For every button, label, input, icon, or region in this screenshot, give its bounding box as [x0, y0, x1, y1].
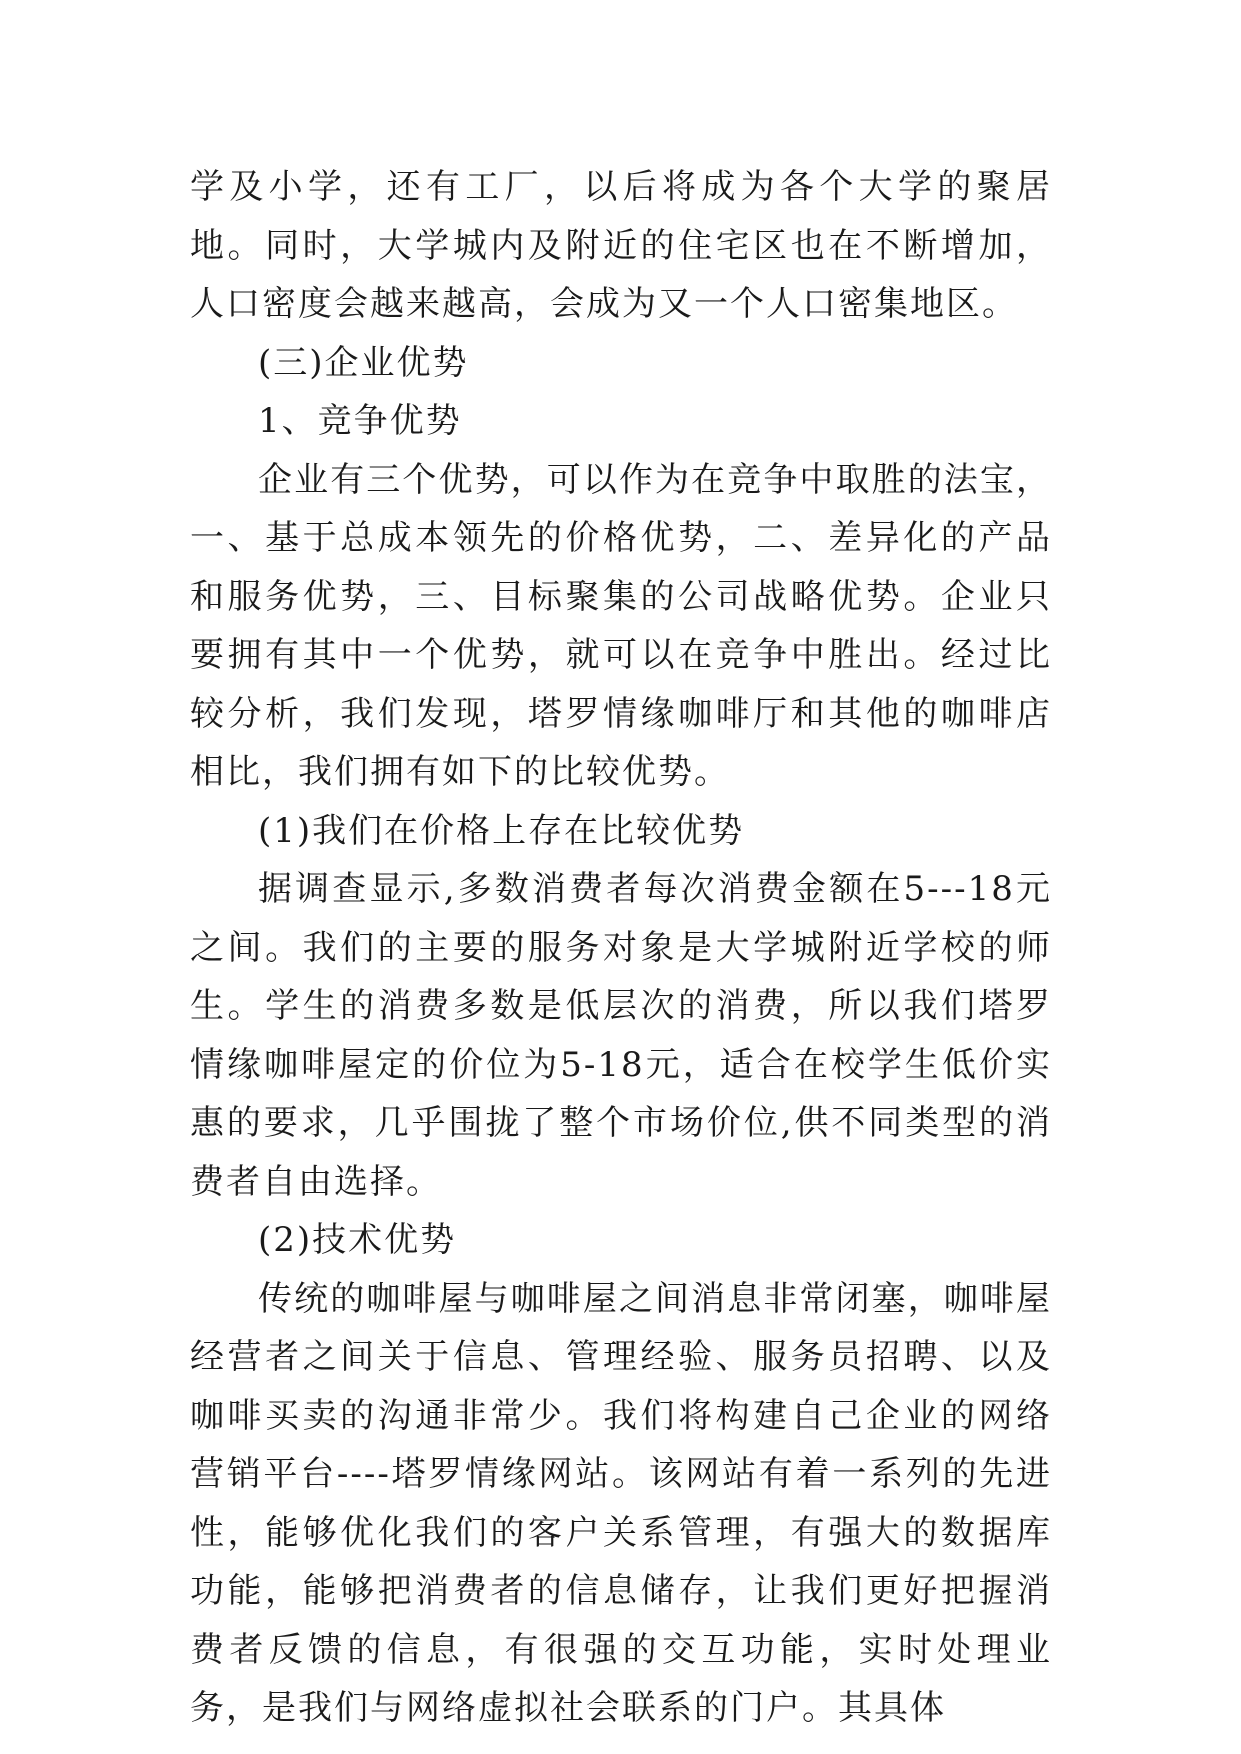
paragraph-technology-advantage: 传统的咖啡屋与咖啡屋之间消息非常闭塞，咖啡屋经营者之间关于信息、管理经验、服务员招聘、以及咖啡买卖的沟通非常少。我们将构建自己企业的网络营销平台----塔罗情缘网站。该网站有着一系列的先进性，能够优化我们的客户关系管理，有强大的数据库功能，能够把消费者的信息储存，让我们更好把握消费者反馈的信息，有很强的交互功能，实时处理业务，是我们与网络虚拟社会联系的门户。其具体 — [190, 1278, 1052, 1728]
subsection-heading-competitive-advantages: 1、竞争优势 — [258, 401, 462, 441]
item-heading-technology-advantage: (2)技术优势 — [258, 1220, 457, 1260]
document-body — [190, 158, 1052, 1738]
paragraph-price-advantage: 据调查显示,多数消费者每次消费金额在5---18元之间。我们的主要的服务对象是大学城附近学校的师生。学生的消费多数是低层次的消费，所以我们塔罗情缘咖啡屋定的价位为5-18元，适合在校学生低价实惠的要求，几乎围拢了整个市场价位,供不同类型的消费者自由选择。 — [190, 869, 1052, 1202]
paragraph-three-advantages: 企业有三个优势，可以作为在竞争中取胜的法宝，一、基于总成本领先的价格优势，二、差异化的产品和服务优势，三、目标聚集的公司战略优势。企业只要拥有其中一个优势，就可以在竞争中胜出。经过比较分析，我们发现，塔罗情缘咖啡厅和其他的咖啡店相比，我们拥有如下的比较优势。 — [190, 459, 1052, 792]
section-heading-enterprise-advantages: (三)企业优势 — [258, 342, 469, 383]
item-heading-price-advantage: (1)我们在价格上存在比较优势 — [258, 810, 745, 851]
paragraph-continuation: 学及小学，还有工厂，以后将成为各个大学的聚居地。同时，大学城内及附近的住宅区也在不断增加，人口密度会越来越高，会成为又一个人口密集地区。 — [190, 167, 1052, 324]
